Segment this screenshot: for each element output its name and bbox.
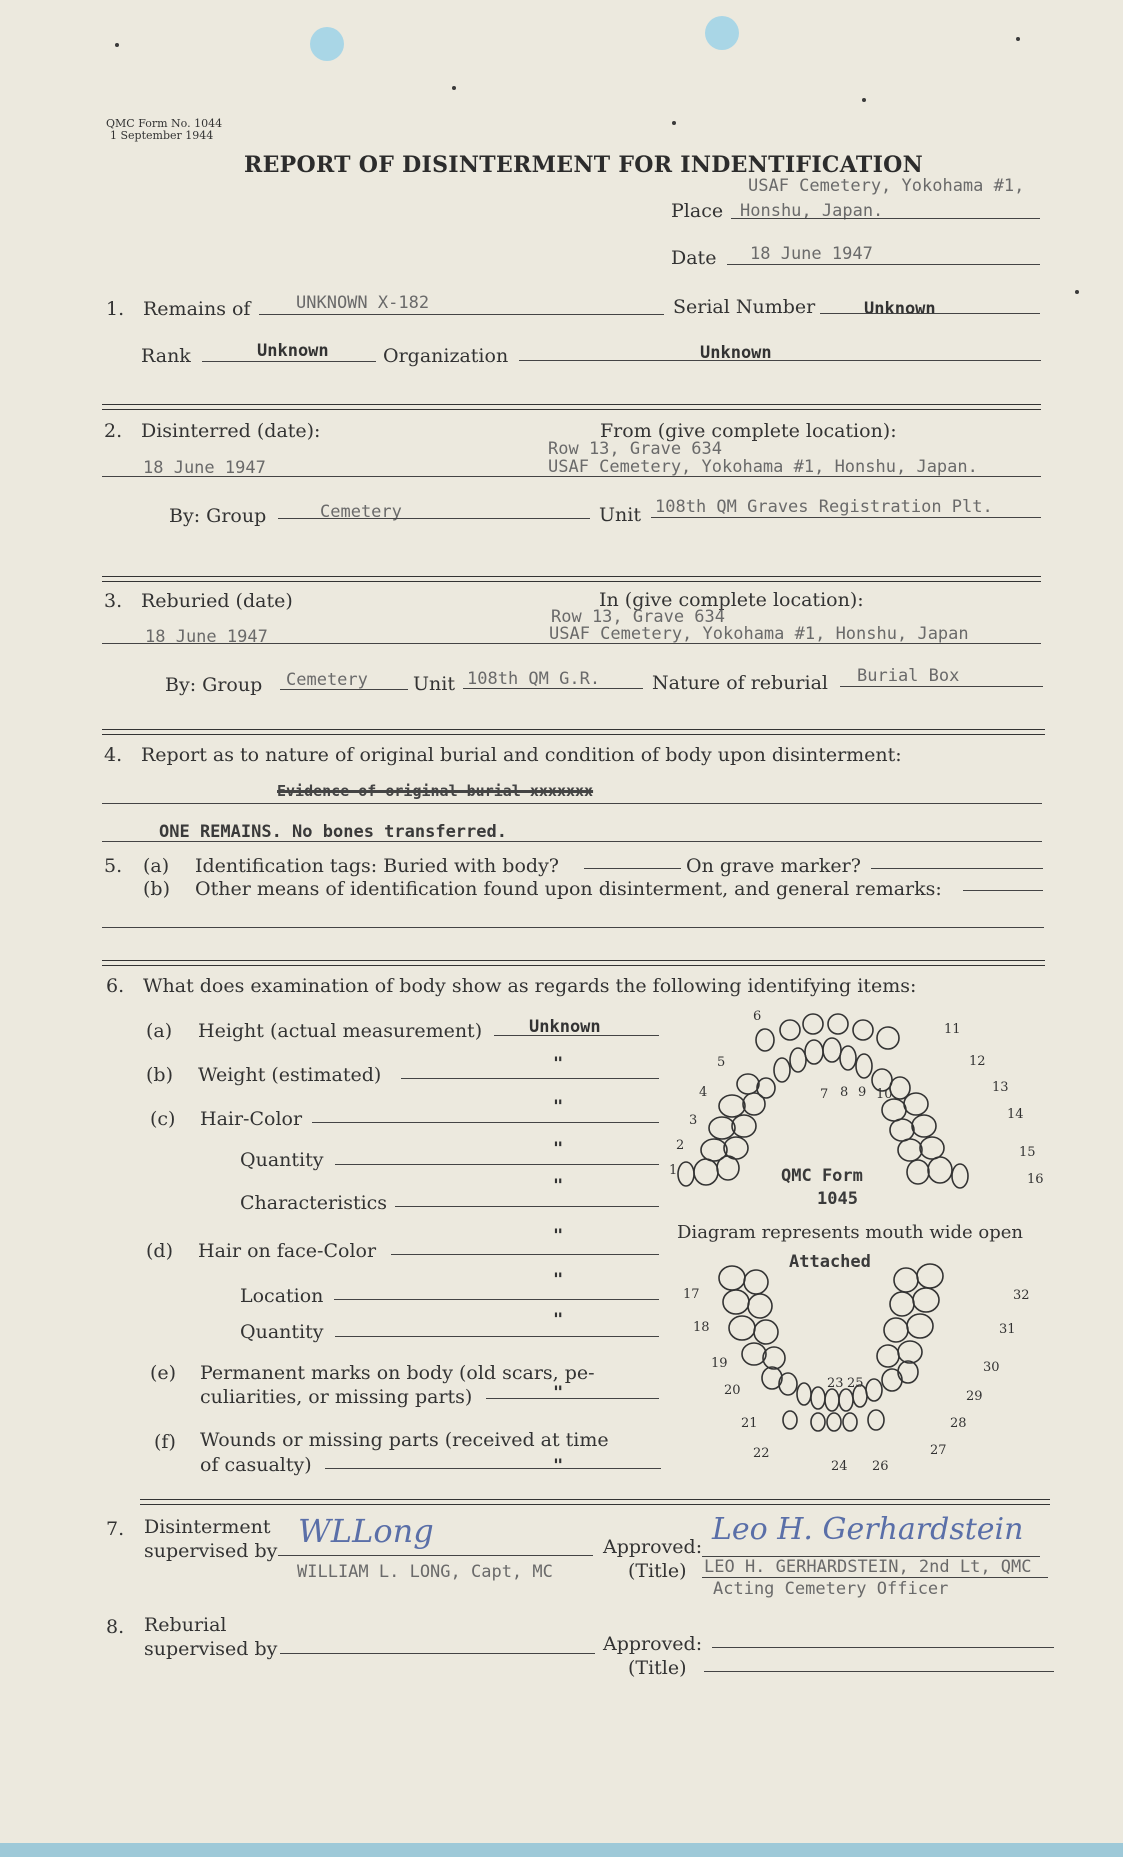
tooth-num-15: 15 [1019,1145,1036,1160]
face-loc-line [334,1299,659,1300]
height-line [494,1035,659,1036]
serial-line [820,313,1040,314]
from-loc-line1: Row 13, Grave 634 [548,439,722,459]
s3-loc-line [102,643,1041,644]
s7-approved-label: Approved: [603,1536,703,1558]
s2-loc-line [102,476,1041,477]
s7-title-value2: Acting Cemetery Officer [713,1579,949,1599]
s3-num: 3. [104,590,123,612]
tooth-num-13: 13 [992,1080,1009,1095]
page-title: REPORT OF DISINTERMENT FOR INDENTIFICATION [244,152,924,178]
face-hair-line [391,1254,659,1255]
s6-d-letter: (d) [146,1240,173,1262]
s8-num: 8. [106,1616,125,1638]
s6-num: 6. [106,975,125,997]
s5-b-letter: (b) [143,878,170,900]
s4-struck-text: Evidence of original burial xxxxxxx [277,782,594,800]
place-label: Place [671,200,724,222]
height-label: Height (actual measurement) [198,1020,483,1042]
marks-line [486,1398,659,1399]
s3-unit-line [463,688,643,689]
s2-unit-value: 108th QM Graves Registration Plt. [655,497,993,517]
org-label: Organization [383,345,509,367]
s2-unit-label: Unit [599,504,641,526]
divider [102,576,1041,582]
s4-label: Report as to nature of original burial and condition of body upon disinterment: [141,744,902,766]
tooth-num-4: 4 [699,1085,708,1100]
from-label: From (give complete location): [600,420,897,442]
wounds-line [325,1468,661,1469]
face-loc-value: " [553,1270,564,1290]
s2-by-group-label: By: Group [169,505,267,527]
diagram-attached: Attached [789,1252,871,1272]
rank-label: Rank [141,345,191,367]
wounds-label1: Wounds or missing parts (received at time [200,1429,609,1451]
tooth-num-29: 29 [966,1389,983,1404]
tooth-num-19: 19 [711,1356,728,1371]
supervisor-name: WILLIAM L. LONG, Capt, MC [297,1562,553,1582]
s8-title-line [704,1671,1054,1672]
speck [115,43,119,47]
weight-label: Weight (estimated) [198,1064,382,1086]
s6-e-letter: (e) [150,1362,177,1384]
tooth-num-27: 27 [930,1443,947,1458]
s5-b-line2 [102,927,1044,928]
in-loc-line1: Row 13, Grave 634 [551,607,725,627]
face-qty-line [335,1336,659,1337]
tooth-num-3: 3 [689,1113,698,1128]
tooth-num-11: 11 [944,1022,961,1037]
tooth-num-16: 16 [1027,1172,1044,1187]
hair-qty-value: " [553,1139,564,1159]
divider [102,404,1041,410]
s4-line [102,803,1042,804]
nature-value: Burial Box [857,666,960,686]
reburied-label: Reburied (date) [141,590,293,612]
disinterred-label: Disinterred (date): [141,420,321,442]
tooth-num-24: 24 [831,1459,848,1474]
s6-a-letter: (a) [146,1020,173,1042]
tooth-num-8: 8 [840,1085,849,1100]
s4-num: 4. [104,744,123,766]
lower-teeth-outlines [719,1264,943,1431]
s7-sup-line [278,1555,593,1556]
s7-num: 7. [106,1518,125,1540]
tooth-num-30: 30 [983,1360,1000,1375]
punch-hole-right [705,16,739,50]
diagram-caption: Diagram represents mouth wide open [677,1222,1023,1243]
org-value: Unknown [700,343,772,363]
from-loc-line2: USAF Cemetery, Yokohama #1, Honshu, Japan. [548,457,978,477]
speck [1016,37,1020,41]
speck [672,121,676,125]
s2-unit-line [651,517,1041,518]
in-loc-line2: USAF Cemetery, Yokohama #1, Honshu, Japan [549,624,969,644]
place-line [731,218,1040,219]
divider [102,729,1045,735]
s3-by-group-label: By: Group [165,674,263,696]
marks-value: " [553,1383,564,1403]
in-label: In (give complete location): [599,589,864,611]
s8-label1: Reburial [144,1614,227,1636]
tooth-num-14: 14 [1007,1107,1024,1122]
tooth-num-21: 21 [741,1416,758,1431]
tooth-num-25: 25 [847,1376,864,1391]
s3-group-line [280,689,408,690]
face-qty-value: " [553,1310,564,1330]
s6-c-letter: (c) [150,1108,176,1130]
tooth-num-20: 20 [724,1383,741,1398]
face-loc-label: Location [240,1285,324,1307]
serial-value: Unknown [864,299,936,319]
place-value-line1: USAF Cemetery, Yokohama #1, [748,176,1025,196]
s7-title-line [702,1577,1048,1578]
nature-label: Nature of reburial [652,672,828,694]
hair-char-label: Characteristics [240,1192,388,1214]
wounds-label2: of casualty) [200,1454,312,1476]
wounds-value: " [553,1456,564,1476]
s5-a-letter: (a) [143,855,170,877]
tooth-num-23: 23 [827,1376,844,1391]
speck [862,98,866,102]
tooth-num-10: 10 [876,1087,893,1102]
s8-sup-line [280,1653,595,1654]
s5-a-line2 [871,868,1043,869]
s6-b-letter: (b) [146,1064,173,1086]
s5-b-line [963,890,1043,891]
s7-title-label: (Title) [628,1560,687,1582]
s5-a-label2: On grave marker? [686,855,861,877]
face-hair-value: " [553,1226,564,1246]
nature-line [840,686,1043,687]
speck [452,86,456,90]
form-id: QMC Form No. 1044 [106,117,223,130]
s2-group-line [278,518,590,519]
tooth-num-5: 5 [717,1055,726,1070]
s7-label1: Disinterment [144,1516,271,1538]
bottom-edge [0,1843,1123,1857]
tooth-num-22: 22 [753,1446,770,1461]
s7-title-value: LEO H. GERHARDSTEIN, 2nd Lt, QMC [704,1557,1032,1577]
date-value: 18 June 1947 [750,244,873,264]
marks-label1: Permanent marks on body (old scars, pe- [200,1362,595,1384]
s1-num: 1. [106,298,125,320]
remains-line [259,314,664,315]
supervisor-signature: WLLong [298,1512,434,1550]
place-value-line2: Honshu, Japan. [740,201,884,221]
hair-color-value: " [553,1097,564,1117]
tooth-num-18: 18 [693,1320,710,1335]
s2-num: 2. [104,420,123,442]
tooth-num-26: 26 [872,1459,889,1474]
s3-unit-value: 108th QM G.R. [467,669,601,689]
speck [1075,290,1079,294]
tooth-num-17: 17 [683,1287,700,1302]
tooth-num-31: 31 [999,1322,1016,1337]
s6-label: What does examination of body show as regards the following identifying items: [143,975,917,997]
rank-value: Unknown [257,341,329,361]
tooth-num-1: 1 [669,1163,678,1178]
tooth-num-12: 12 [969,1054,986,1069]
remains-label: Remains of [143,298,251,320]
face-hair-label: Hair on face-Color [198,1240,377,1262]
serial-label: Serial Number [673,296,816,318]
s5-a-label: Identification tags: Buried with body? [195,855,559,877]
disinterred-date: 18 June 1947 [143,458,266,478]
tooth-num-32: 32 [1013,1288,1030,1303]
divider [140,1499,1050,1505]
punch-hole-left [310,27,344,61]
s3-unit-label: Unit [413,673,455,695]
s3-group-value: Cemetery [286,670,368,690]
org-line [519,360,1041,361]
face-qty-label: Quantity [240,1321,324,1343]
tooth-num-2: 2 [676,1138,685,1153]
s5-a-line [584,868,681,869]
s5-num: 5. [104,855,123,877]
s4-value: ONE REMAINS. No bones transferred. [159,822,507,842]
weight-line [401,1078,659,1079]
date-label: Date [671,247,717,269]
approved-signature: Leo H. Gerhardstein [712,1512,1024,1547]
hair-qty-line [335,1164,659,1165]
s2-group-value: Cemetery [320,502,402,522]
form-date: 1 September 1944 [110,129,214,142]
tooth-num-7: 7 [820,1087,829,1102]
s8-title-label: (Title) [628,1657,687,1679]
s8-approved-label: Approved: [603,1633,703,1655]
divider [102,960,1045,966]
hair-char-line [395,1206,659,1207]
hair-char-value: " [553,1176,564,1196]
diagram-stamp1: QMC Form [781,1166,863,1186]
s7-label2: supervised by [144,1540,278,1562]
height-value: Unknown [529,1017,601,1037]
diagram-stamp2: 1045 [817,1189,858,1209]
s5-b-label: Other means of identification found upon disinterment, and general remarks: [195,878,942,900]
rank-line [202,361,376,362]
weight-value: " [553,1054,564,1074]
hair-qty-label: Quantity [240,1149,324,1171]
hair-color-line [312,1122,659,1123]
hair-color-label: Hair-Color [200,1108,303,1130]
s4-line2 [102,841,1042,842]
reburied-date: 18 June 1947 [145,627,268,647]
s8-label2: supervised by [144,1638,278,1660]
tooth-num-28: 28 [950,1416,967,1431]
marks-label2: culiarities, or missing parts) [200,1386,473,1408]
date-line [727,264,1040,265]
s6-f-letter: (f) [154,1431,176,1453]
s8-approved-line [712,1647,1054,1648]
remains-value: UNKNOWN X-182 [296,293,430,313]
tooth-num-6: 6 [753,1009,762,1024]
tooth-num-9: 9 [858,1085,867,1100]
